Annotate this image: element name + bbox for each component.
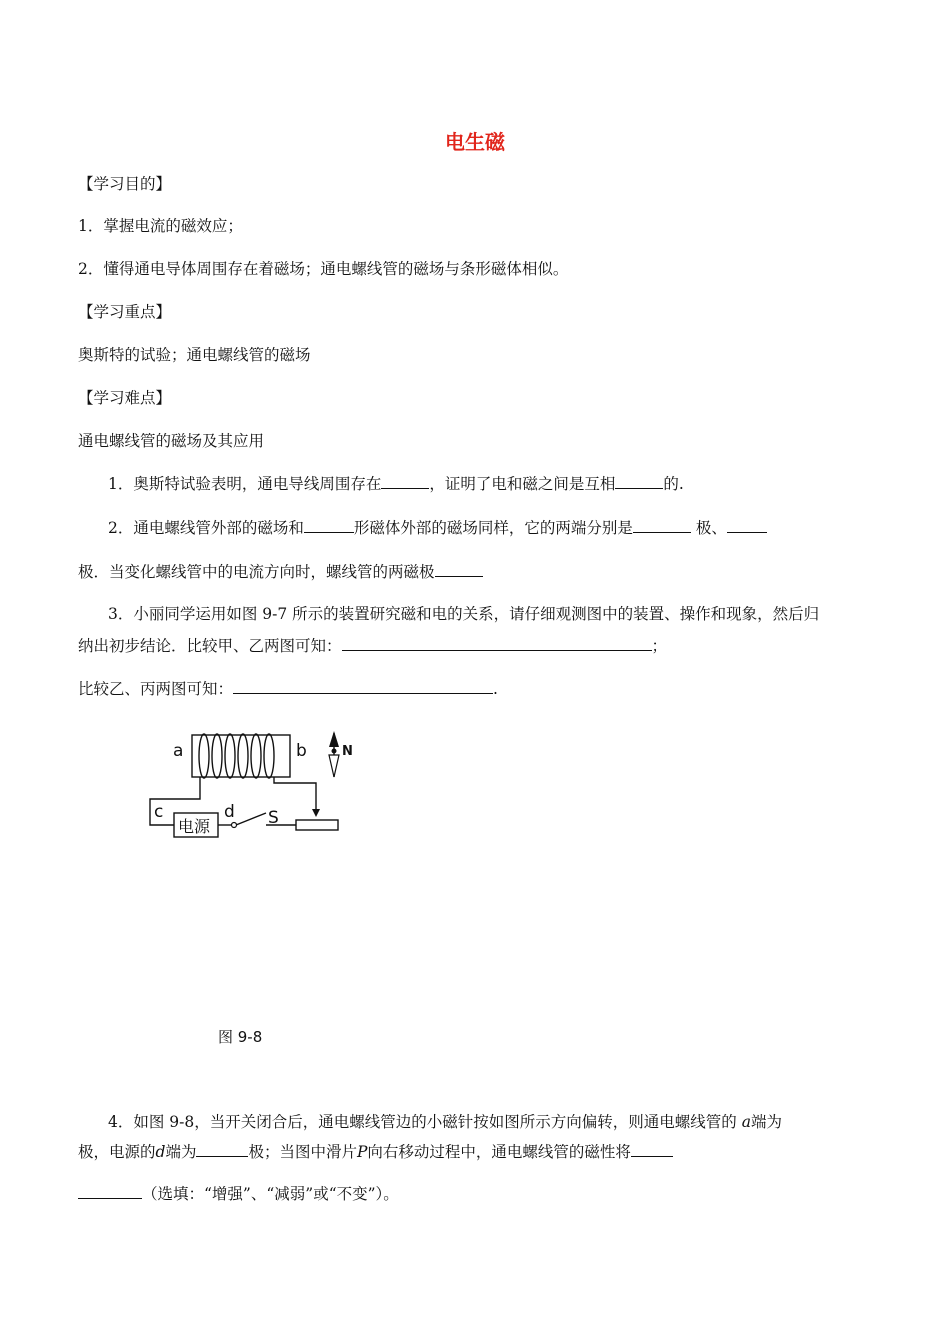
goal-item-1: 1．掌握电流的磁效应； — [78, 217, 243, 235]
q2-text-c: 极、 — [690, 519, 727, 537]
q4-var-a: a — [741, 1113, 751, 1131]
slider-arrow-icon — [312, 809, 320, 817]
question-2 — [108, 518, 767, 538]
hard-heading: 【学习难点】 — [78, 389, 172, 407]
q4-text-b2: 端为 — [165, 1143, 197, 1161]
question-3-cont2 — [78, 679, 498, 699]
q2-blank-1[interactable] — [304, 518, 354, 533]
q4-text-b: 极，电源的 — [78, 1143, 156, 1161]
q4-text-c: （选填：“增强”、“减弱”或“不变”）。 — [142, 1185, 399, 1203]
q4-blank-1[interactable] — [196, 1142, 248, 1157]
q3-blank-1[interactable] — [342, 636, 652, 651]
figure-caption: 图 9-8 — [218, 1028, 263, 1046]
rheostat — [296, 820, 338, 830]
q4-var-p: P — [356, 1143, 368, 1161]
label-n: N — [342, 744, 353, 759]
q1-text-a: 1．奥斯特试验表明，通电导线周围存在 — [108, 475, 382, 493]
q1-text-c: 的. — [663, 475, 684, 493]
compass-south-icon — [329, 755, 339, 777]
q3-text-c: ； — [651, 637, 668, 655]
q1-blank-2[interactable] — [615, 474, 663, 489]
q4-blank-2[interactable] — [631, 1142, 673, 1157]
wire-right — [274, 777, 316, 809]
goal-item-2: 2．懂得通电导体周围存在着磁场；通电螺线管的磁场与条形磁体相似。 — [78, 260, 569, 278]
q4-text-a: 4．如图 9-8，当开关闭合后，通电螺线管边的小磁针按如图所示方向偏转，则通电螺线管的 — [108, 1113, 742, 1131]
question-3-cont — [78, 636, 667, 656]
q2-text-a: 2．通电螺线管外部的磁场和 — [108, 519, 304, 537]
solenoid-coils — [199, 734, 274, 778]
switch-contact — [232, 823, 237, 828]
q3-text-b: 纳出初步结论．比较甲、乙两图可知： — [78, 637, 342, 655]
q2-blank-2[interactable] — [633, 518, 691, 533]
q1-blank-1[interactable] — [381, 474, 429, 489]
key-text: 奥斯特的试验；通电螺线管的磁场 — [78, 346, 311, 364]
power-label: 电源 — [178, 817, 211, 836]
label-s: S — [268, 808, 279, 828]
question-3: 3．小丽同学运用如图 9-7 所示的装置研究磁和电的关系，请仔细观测图中的装置、操作和现象，然后归 — [108, 605, 820, 623]
question-4-cont2 — [78, 1184, 399, 1204]
question-4 — [108, 1112, 782, 1132]
question-2-cont — [78, 562, 483, 582]
q4-text-b3: 极；当图中滑片 — [248, 1143, 357, 1161]
q3-text-d: 比较乙、丙两图可知： — [78, 680, 234, 698]
label-b: b — [296, 741, 307, 761]
label-a: a — [173, 741, 184, 761]
switch-blade — [236, 813, 266, 825]
q2-blank-3[interactable] — [727, 518, 767, 533]
question-4-cont — [78, 1142, 673, 1162]
compass-north-icon — [329, 731, 339, 747]
q2-text-b: 形磁体外部的磁场同样，它的两端分别是 — [353, 519, 633, 537]
compass-pivot — [332, 749, 337, 754]
q4-text-b4: 向右移动过程中，通电螺线管的磁性将 — [367, 1143, 631, 1161]
key-heading: 【学习重点】 — [78, 303, 172, 321]
label-d: d — [224, 802, 235, 822]
circuit-diagram — [140, 725, 360, 845]
q3-blank-2[interactable] — [233, 679, 493, 694]
q1-text-b: ，证明了电和磁之间是互相 — [429, 475, 616, 493]
question-1 — [108, 474, 684, 494]
q4-blank-3[interactable] — [78, 1184, 142, 1199]
q4-var-d: d — [155, 1143, 166, 1161]
label-c: c — [154, 802, 164, 822]
page-title: 电生磁 — [445, 130, 505, 154]
q2-text-d: 极．当变化螺线管中的电流方向时，螺线管的两磁极 — [78, 563, 435, 581]
solenoid-core — [192, 735, 290, 777]
hard-text: 通电螺线管的磁场及其应用 — [78, 432, 265, 450]
q3-text-e: . — [493, 680, 498, 698]
q2-blank-4[interactable] — [435, 562, 483, 577]
goal-heading: 【学习目的】 — [78, 175, 172, 193]
q4-text-a2: 端为 — [750, 1113, 782, 1131]
